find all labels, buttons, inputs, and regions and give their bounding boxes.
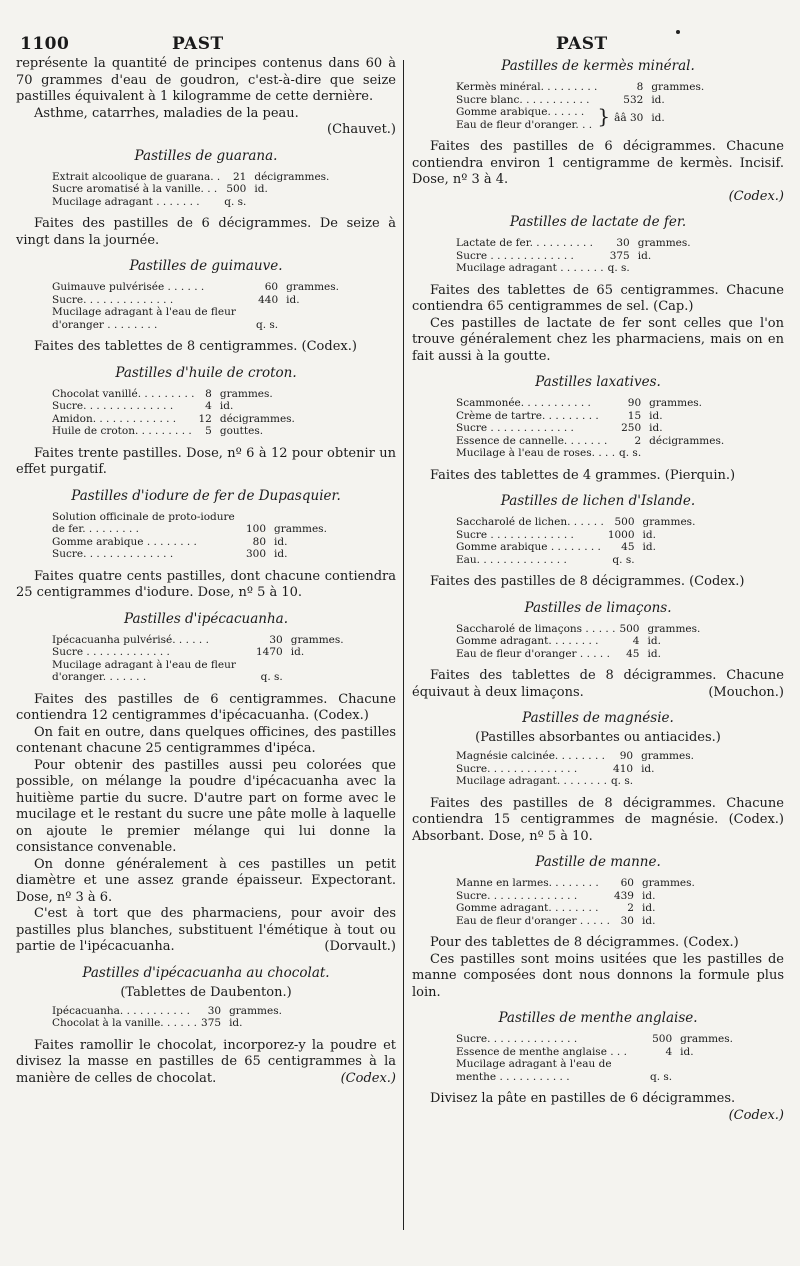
- ingredient-qty: 250: [621, 422, 642, 434]
- ingredient-unit: [252, 196, 329, 209]
- ingredient-name: Gomme arabique . . . . . . . .: [52, 535, 197, 548]
- ingredient-row: [456, 623, 700, 636]
- ingredient-row: [456, 81, 704, 94]
- ingredient-row: [456, 1046, 733, 1059]
- ingredient-qty: q. s.: [256, 318, 279, 331]
- ingredient-qty: 45: [621, 541, 635, 553]
- ingredient-qty: 1000: [607, 528, 635, 541]
- ingredient-row: [456, 890, 695, 903]
- ingredient-unit: id.: [219, 400, 234, 412]
- ingredient-name: Saccharolé de lichen. . . . . .: [456, 516, 604, 528]
- ingredient-qty: 80: [252, 535, 267, 548]
- instruction-paragraph: Faites des tablettes de 8 centigrammes. (Codex.): [34, 339, 357, 354]
- ingredient-name: Lactate de fer. . . . . . . . . .: [456, 237, 594, 249]
- ingredient-name: Magnésie calcinée. . . . . . . .: [456, 750, 605, 762]
- running-head-left: PAST: [172, 34, 224, 54]
- ingredient-name: Sucre. . . . . . . . . . . . . .: [456, 762, 578, 775]
- ingredient-row: [456, 529, 695, 542]
- ingredient-unit: id.: [286, 293, 300, 306]
- ingredient-table: [52, 281, 339, 331]
- ingredient-row: [52, 1017, 282, 1030]
- ingredient-qty: 4: [205, 400, 212, 412]
- recipe-title: Pastilles de lactate de fer.: [509, 214, 687, 230]
- ingredient-unit: grammes.: [219, 387, 273, 400]
- ingredient-name: Gomme adragant. . . . . . . .: [456, 902, 599, 914]
- column-divider: [403, 60, 404, 1230]
- ingredient-row: [52, 425, 295, 438]
- recipe-title: Pastilles d'ipécacuanha au chocolat.: [82, 964, 330, 981]
- ingredient-row: [456, 902, 695, 915]
- author-citation: (Codex.): [340, 1070, 396, 1086]
- ingredient-row: [52, 196, 329, 209]
- recipe-title: Pastilles de kermès minéral.: [501, 58, 695, 74]
- ingredient-row: [456, 915, 695, 928]
- ingredient-name: Mucilage adragant . . . . . . .: [456, 262, 604, 274]
- ingredient-row: [456, 775, 694, 788]
- author-citation: (Dorvault.): [324, 939, 396, 954]
- ingredient-qty: 532: [623, 93, 644, 106]
- ingredient-name: Mucilage adragant à l'eau de fleur d'oranger . . . . . . . .: [52, 306, 236, 331]
- body-paragraph: Ces pastilles sont moins usitées que les pastilles de manne composées dont nous donnons la formule plus loin.: [412, 951, 784, 1000]
- ingredient-name: Mucilage adragant. . . . . . . .: [456, 775, 607, 787]
- indication-text: Asthme, catarrhes, maladies de la peau.: [34, 105, 299, 121]
- ingredient-qty: 2: [634, 434, 642, 447]
- ingredient-name: Sucre. . . . . . . . . . . . . .: [456, 1033, 578, 1045]
- ingredient-name: Gomme adragant. . . . . . . .: [456, 635, 599, 647]
- ingredient-name: Manne en larmes. . . . . . . .: [456, 877, 599, 889]
- ingredient-name: Ipécacuanha pulvérisé. . . . . .: [52, 633, 209, 646]
- ingredient-row: [52, 183, 329, 196]
- ingredient-row: [52, 400, 295, 413]
- ingredient-qty: q. s.: [224, 195, 247, 208]
- body-text: C'est à tort que des pharmaciens, pour avoir des pastilles plus blanches, substituent l'émétique à tout ou partie de l'ipécacuanha.: [16, 906, 396, 954]
- ingredient-name: Chocolat vanillé. . . . . . . . .: [52, 387, 195, 400]
- ingredient-unit: id.: [651, 93, 665, 106]
- ingredient-unit: décigrammes.: [649, 434, 725, 447]
- recipe-title: Pastilles laxatives.: [535, 374, 661, 390]
- left-column: [16, 56, 396, 1216]
- ingredient-row: [456, 422, 724, 435]
- ingredient-unit: grammes.: [290, 633, 344, 646]
- ingredient-table: [456, 516, 695, 566]
- body-text: Faites des tablettes de 8 décigrammes. Chacune équivaut à deux limaçons.: [412, 668, 784, 700]
- ingredient-unit: grammes.: [229, 1004, 282, 1017]
- ingredient-qty: 300: [246, 548, 267, 560]
- running-head-right: PAST: [556, 34, 608, 54]
- recipe-title: Pastilles de limaçons.: [524, 599, 672, 616]
- ingredient-qty: 12: [198, 412, 212, 425]
- instruction-paragraph: Faites des tablettes de 65 centigrammes. Chacune contiendra 65 centigrammes de sel. (Cap.): [412, 282, 784, 314]
- ingredient-qty: 90: [619, 750, 634, 762]
- ingredient-row: [456, 250, 691, 263]
- author-citation: (Codex.): [728, 188, 784, 204]
- ingredient-name: Sucre . . . . . . . . . . . . .: [52, 646, 170, 658]
- author-citation: (Mouchon.): [708, 684, 784, 700]
- ingredient-unit: id.: [641, 914, 656, 927]
- ingredient-unit: [639, 775, 694, 788]
- instruction-paragraph: [412, 668, 784, 701]
- ingredient-row: [456, 750, 694, 763]
- ingredient-qty: q. s.: [619, 447, 642, 459]
- ingredient-table: [52, 634, 344, 684]
- ingredient-qty: 30: [207, 1004, 222, 1017]
- ingredient-unit: grammes.: [637, 237, 691, 249]
- ingredient-row: [456, 541, 695, 554]
- recipe-title: Pastilles de guimauve.: [129, 258, 283, 274]
- instruction-paragraph: Faites des pastilles de 6 décigrammes. De seize à vingt dans la journée.: [16, 216, 396, 248]
- ingredient-unit: id.: [680, 1045, 694, 1058]
- ingredient-row: [52, 306, 339, 331]
- ingredient-row: [52, 536, 327, 549]
- ingredient-qty: 375: [201, 1017, 222, 1029]
- ingredient-table: [456, 81, 704, 131]
- ingredient-qty: q. s.: [260, 671, 283, 683]
- ingredient-row: [52, 1005, 282, 1018]
- ingredient-name: Crème de tartre. . . . . . . . .: [456, 409, 599, 422]
- ingredient-qty: 500: [614, 516, 635, 528]
- recipe-title: Pastille de manne.: [535, 854, 661, 870]
- ingredient-unit: id.: [641, 902, 656, 914]
- ingredient-unit: id.: [274, 548, 288, 560]
- ingredient-table: [456, 623, 700, 661]
- ingredient-table: [456, 1033, 733, 1083]
- ingredient-row: [456, 262, 691, 275]
- ingredient-row: [456, 237, 691, 250]
- recipe-subtitle: (Tablettes de Daubenton.): [120, 984, 292, 1000]
- ingredient-table: [456, 397, 724, 460]
- instruction-paragraph: Faites quatre cents pastilles, dont chacune contiendra 25 centigrammes d'iodure. Dose, nº 5 à 10.: [16, 568, 396, 600]
- ingredient-qty: 30: [269, 633, 283, 646]
- ingredient-name: Sucre aromatisé à la vanille. . .: [52, 183, 218, 195]
- ingredient-name: Gomme arabique. . . . . .: [456, 106, 585, 118]
- instruction-paragraph: Faites des pastilles de 6 décigrammes. Chacune contiendra environ 1 centigramme de kermès. Incisif. Dose, nº 3 à 4.: [412, 139, 784, 187]
- body-paragraph: [16, 906, 396, 956]
- ingredient-row: [52, 281, 339, 294]
- page-number: 1100: [20, 34, 70, 54]
- ingredient-qty: q. s.: [610, 775, 634, 787]
- ingredient-name: Essence de menthe anglaise . . .: [456, 1045, 627, 1058]
- ingredient-row: [456, 877, 695, 890]
- body-paragraph: On fait en outre, dans quelques officines, des pastilles contenant chacune 25 centigrammes d'ipéca.: [16, 724, 396, 756]
- ingredient-name: Sucre. . . . . . . . . . . . . .: [52, 400, 174, 412]
- ingredient-row: [456, 435, 724, 448]
- ingredient-table: [52, 388, 295, 438]
- ingredient-name: Sucre . . . . . . . . . . . . .: [456, 528, 574, 541]
- ingredient-unit: id.: [642, 528, 656, 541]
- ingredient-unit: [289, 659, 344, 684]
- ingredient-unit: id.: [651, 112, 665, 125]
- ingredient-name: Kermès minéral. . . . . . . . .: [456, 81, 598, 93]
- ingredient-name: Ipécacuanha. . . . . . . . . . .: [52, 1004, 191, 1017]
- ingredient-unit: id.: [641, 889, 656, 902]
- ingredient-unit: [636, 262, 691, 275]
- recipe-title: Pastilles d'ipécacuanha.: [124, 610, 288, 627]
- ingredient-qty: 375: [609, 249, 630, 262]
- ingredient-qty: 8: [636, 81, 644, 93]
- instruction-paragraph: Divisez la pâte en pastilles de 6 décigrammes.: [430, 1091, 736, 1106]
- ingredient-unit: grammes.: [647, 622, 701, 635]
- ingredient-unit: décigrammes.: [219, 412, 295, 425]
- ingredient-name: Saccharolé de limaçons . . . . .: [456, 622, 616, 635]
- ingredient-unit: id.: [641, 762, 655, 775]
- ingredient-unit: grammes.: [642, 516, 696, 528]
- ingredient-row: [52, 171, 329, 184]
- ingredient-row: [456, 516, 695, 529]
- instruction-paragraph: Faites des pastilles de 8 décigrammes. Chacune contiendra 15 centigrammes de magnésie. (Codex.) Absorbant. Dose, nº 5 à 10.: [412, 795, 784, 844]
- ingredient-unit: id.: [649, 409, 663, 422]
- intro-paragraph: représente la quantité de principes contenus dans 60 à 70 grammes d'eau de goudron, c'est-à-dire que seize pastilles équivalent à 1 kilogramme de cette dernière.: [16, 56, 396, 104]
- ingredient-row: [52, 413, 295, 426]
- ingredient-qty: 30: [620, 914, 634, 927]
- ingredient-unit: [647, 447, 724, 460]
- ingredient-name: Sucre . . . . . . . . . . . . .: [456, 249, 574, 262]
- ingredient-name: Amidon. . . . . . . . . . . . .: [52, 412, 177, 425]
- ingredient-row: [456, 106, 704, 119]
- ingredient-unit: id.: [254, 183, 268, 195]
- recipe-title: Pastilles de menthe anglaise.: [498, 1010, 698, 1026]
- ingredient-row: [52, 634, 344, 647]
- ingredient-qty: 45: [626, 647, 640, 660]
- ingredient-table: [52, 1005, 282, 1030]
- ingredient-row: [456, 94, 704, 107]
- ingredient-qty: 1470: [256, 646, 283, 658]
- ingredient-name: Sucre. . . . . . . . . . . . . .: [456, 889, 578, 902]
- ingredient-name: Sucre . . . . . . . . . . . . .: [456, 422, 574, 434]
- author-citation: (Chauvet.): [327, 122, 396, 137]
- ingredient-unit: [284, 306, 339, 331]
- ingredient-unit: grammes.: [274, 523, 327, 535]
- instruction-paragraph: [16, 1038, 396, 1088]
- recipe-subtitle: (Pastilles absorbantes ou antiacides.): [475, 730, 721, 745]
- ingredient-row: [456, 447, 724, 460]
- ingredient-unit: grammes.: [641, 750, 694, 762]
- ingredient-name: Eau de fleur d'oranger . . . . .: [456, 647, 610, 660]
- ingredient-name: Mucilage à l'eau de roses. . . .: [456, 447, 616, 459]
- body-paragraph: Ces pastilles de lactate de fer sont celles que l'on trouve généralement chez les pharmaciens, mais on en fait aussi à la goutte.: [412, 315, 784, 364]
- instruction-paragraph: Faites trente pastilles. Dose, nº 6 à 12 pour obtenir un effet purgatif.: [16, 445, 396, 477]
- ingredient-unit: id.: [274, 535, 288, 548]
- ingredient-qty: 90: [627, 397, 642, 409]
- ingredient-name: Mucilage adragant . . . . . . .: [52, 195, 200, 208]
- recipe-title: Pastilles de lichen d'Islande.: [500, 493, 696, 509]
- ingredient-row: [456, 410, 724, 423]
- recipe-title: Pastilles de guarana.: [134, 147, 278, 164]
- ingredient-qty: 30: [616, 237, 630, 249]
- ingredient-qty: 4: [632, 635, 640, 647]
- ingredient-unit: id.: [229, 1017, 243, 1029]
- recipe-title: Pastilles de magnésie.: [522, 710, 674, 726]
- recipe-title: Pastilles d'iodure de fer de Dupasquier.: [71, 487, 341, 504]
- ingredient-row: [52, 294, 339, 307]
- ingredient-row: [456, 397, 724, 410]
- ingredient-row: [52, 659, 344, 684]
- ingredient-row: [52, 511, 327, 536]
- ingredient-qty: 60: [620, 877, 634, 889]
- ingredient-qty: 440: [258, 293, 279, 306]
- ingredient-unit: grammes.: [680, 1033, 733, 1045]
- ingredient-unit: gouttes.: [219, 425, 264, 437]
- ingredient-row: [52, 548, 327, 561]
- ingredient-unit: grammes.: [286, 281, 339, 293]
- ingredient-unit: id.: [649, 422, 663, 434]
- ingredient-table: [456, 877, 695, 927]
- ingredient-qty: 15: [627, 409, 642, 422]
- ingredient-name: Huile de croton. . . . . . . . .: [52, 425, 192, 437]
- ingredient-qty: 439: [613, 889, 634, 902]
- ingredient-unit: id.: [637, 249, 652, 262]
- body-paragraph: Pour obtenir des pastilles aussi peu colorées que possible, on mélange la poudre d'ipécacuanha avec la huitième partie du sucre. D'autre part on forme avec le mucilage et le restant du sucre une pâte molle à laquelle on ajoute le premier mélange qui lui donne la consistance convenable.: [16, 757, 396, 855]
- ingredient-unit: [678, 1058, 733, 1083]
- ingredient-qty: 5: [205, 425, 212, 437]
- author-citation: (Codex.): [728, 1107, 784, 1123]
- ingredient-unit: grammes.: [651, 81, 705, 93]
- ingredient-qty: ââ 30: [614, 112, 644, 125]
- ingredient-name: Extrait alcoolique de guarana. .: [52, 170, 221, 183]
- ingredient-row: [52, 646, 344, 659]
- ingredient-qty: 2: [627, 902, 634, 914]
- ingredient-qty: q. s.: [607, 262, 630, 274]
- ingredient-qty: 4: [665, 1045, 673, 1058]
- ingredient-row: [456, 554, 695, 567]
- body-text: Faites ramollir le chocolat, incorporez-y la poudre et divisez la masse en pastilles de 65 centigrammes à la manière de celles de chocolat.: [16, 1037, 396, 1086]
- ingredient-unit: [641, 554, 696, 567]
- ingredient-table: [52, 511, 327, 561]
- ingredient-unit: id.: [647, 635, 661, 647]
- ingredient-unit: grammes.: [649, 397, 703, 409]
- ingredient-qty: 21: [232, 170, 247, 183]
- ingredient-name: Sucre blanc. . . . . . . . . . .: [456, 93, 590, 106]
- ingredient-name: Eau de fleur d'oranger . . . . .: [456, 914, 610, 927]
- ingredient-qty: 8: [205, 387, 212, 400]
- ingredient-name: Solution officinale de proto-iodure de fer. . . . . . . . .: [52, 510, 235, 535]
- ingredient-qty: 410: [613, 762, 634, 775]
- ingredient-row: [456, 1033, 733, 1046]
- ingredient-name: Chocolat à la vanille. . . . . .: [52, 1017, 198, 1029]
- ingredient-qty: 100: [246, 523, 267, 535]
- instruction-paragraph: Faites des pastilles de 6 centigrammes. Chacune contiendra 12 centigrammes d'ipécacuanha. (Codex.): [16, 691, 396, 723]
- ingredient-qty: q. s.: [650, 1070, 673, 1083]
- ingredient-table: [52, 171, 329, 209]
- ingredient-name: Scammonée. . . . . . . . . . .: [456, 397, 591, 409]
- ingredient-row: [456, 635, 700, 648]
- ingredient-unit: id.: [642, 541, 656, 553]
- ingredient-name: Eau de fleur d'oranger. . .: [456, 118, 593, 131]
- ingredient-name: Sucre. . . . . . . . . . . . . .: [52, 293, 174, 306]
- ingredient-name: Guimauve pulvérisée . . . . . .: [52, 281, 205, 293]
- ingredient-unit: décigrammes.: [254, 170, 330, 183]
- right-column: [412, 56, 784, 1216]
- ingredient-qty: 500: [226, 183, 247, 195]
- ingredient-row: [52, 388, 295, 401]
- ingredient-name: Mucilage adragant à l'eau de menthe . . . . . . . . . . .: [456, 1058, 612, 1083]
- brace-glyph: }: [597, 104, 611, 128]
- ingredient-name: Eau. . . . . . . . . . . . . .: [456, 553, 567, 566]
- instruction-paragraph: Faites des tablettes de 4 grammes. (Pierquin.): [430, 467, 736, 483]
- ingredient-name: Mucilage adragant à l'eau de fleur d'oranger. . . . . . .: [52, 658, 236, 683]
- ingredient-unit: id.: [647, 647, 661, 660]
- ingredient-qty: 500: [619, 622, 640, 635]
- ingredient-name: Gomme arabique . . . . . . . .: [456, 541, 601, 553]
- body-paragraph: On donne généralement à ces pastilles un petit diamètre et une assez grande épaisseur. Expectorant. Dose, nº 3 à 6.: [16, 856, 396, 905]
- ingredient-table: [456, 237, 691, 275]
- ingredient-qty: 500: [652, 1033, 673, 1045]
- ingredient-unit: id.: [290, 646, 305, 658]
- ingredient-row: [456, 1058, 733, 1083]
- ingredient-row: [456, 763, 694, 776]
- ingredient-unit: grammes.: [641, 877, 695, 889]
- ingredient-qty: q. s.: [612, 553, 635, 566]
- instruction-paragraph: Pour des tablettes de 8 décigrammes. (Codex.): [430, 935, 739, 950]
- recipe-title: Pastilles d'huile de croton.: [115, 364, 297, 381]
- ingredient-qty: 60: [264, 281, 279, 293]
- ingredient-row: [456, 648, 700, 661]
- ingredient-name: Sucre. . . . . . . . . . . . . .: [52, 548, 174, 560]
- ingredient-name: Essence de cannelle. . . . . . .: [456, 434, 608, 447]
- instruction-paragraph: Faites des pastilles de 8 décigrammes. (Codex.): [430, 574, 745, 589]
- print-mark: [676, 30, 680, 34]
- ingredient-table: [456, 750, 694, 788]
